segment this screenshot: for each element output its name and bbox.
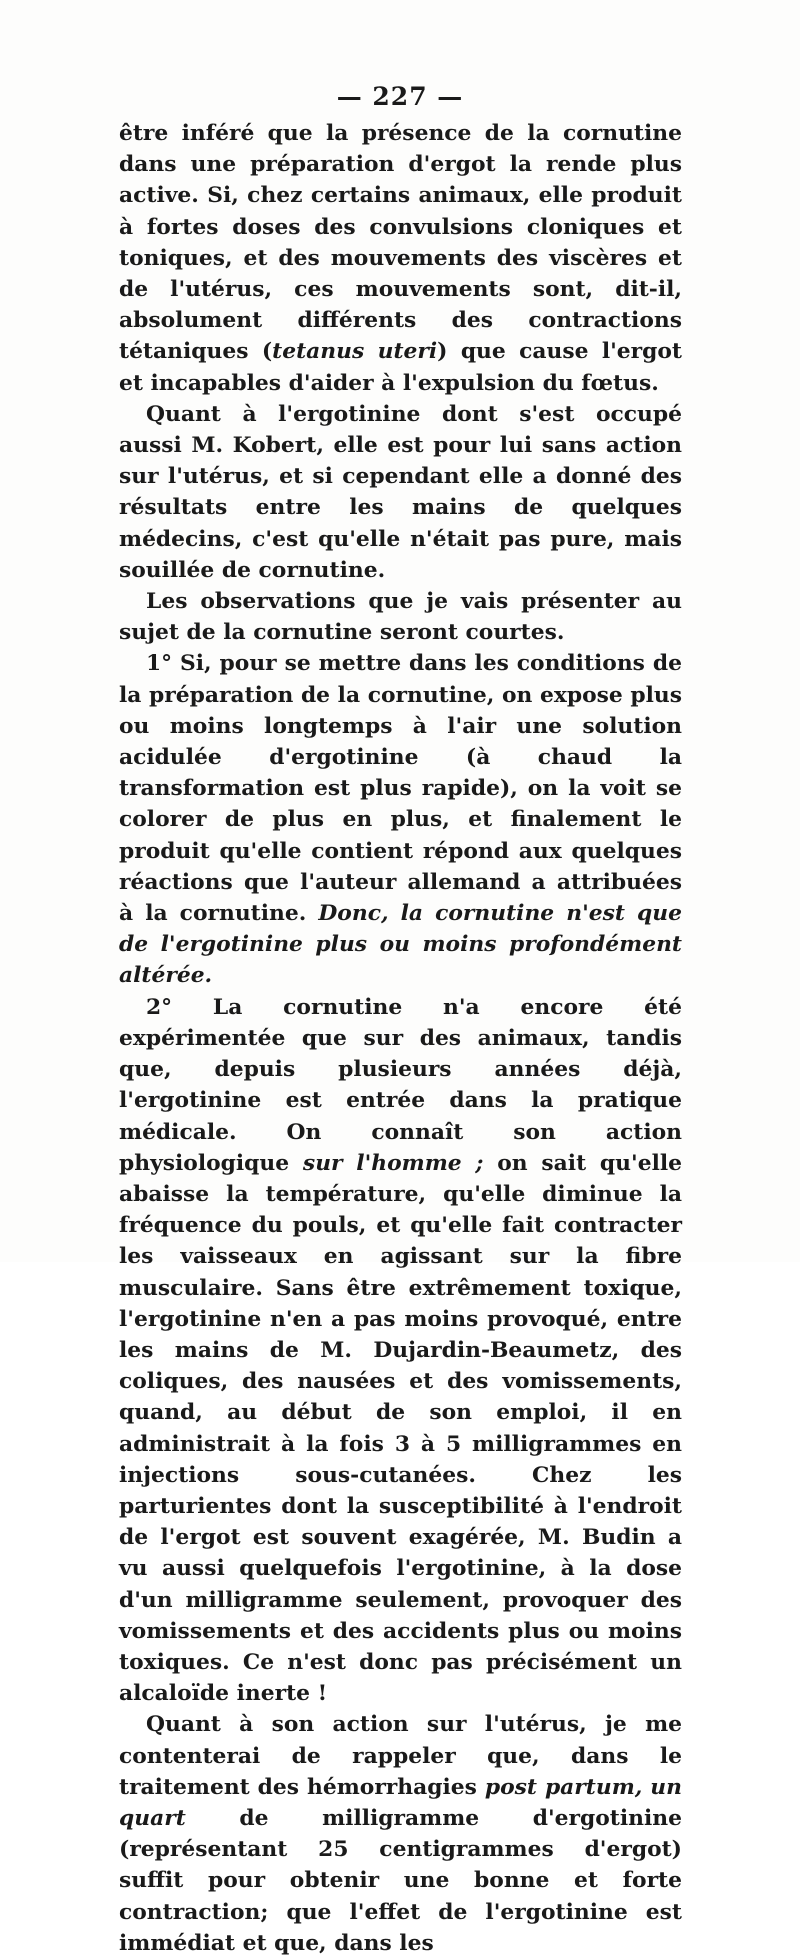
paragraph (119, 1709, 682, 1959)
paragraph (119, 118, 682, 399)
paragraph (119, 399, 682, 586)
paragraph (119, 586, 682, 648)
text-run: être inféré que la présence de la cornutine dans une préparation d'ergot la rende plus active. Si, chez certains animaux, elle produit à fortes doses des convulsions cloniques et toniques, et des mouvements des viscères et de l'utérus, ces mouvements sont, dit-il, absolument différents des contractions tétaniques ( (119, 121, 682, 365)
italic-text: post partum, un quart (119, 1774, 682, 1831)
text-run: Quant à son action sur l'utérus, je me contenterai de rappeler que, dans le traitement des hémorrhagies (119, 1712, 682, 1800)
text-run: ) que cause l'ergot et incapables d'aider à l'expulsion du fœtus. (119, 339, 683, 396)
text-run: de milligramme d'ergotinine (représentant 25 centigrammes d'ergot) suffit pour obtenir une bonne et forte contraction; que l'effet de l'ergotinine est immédiat et que, dans les (119, 1805, 682, 1956)
italic-text: sur l'homme ; (302, 1150, 484, 1176)
italic-text: Donc, la cornutine n'est que de l'ergotinine plus ou moins profondément altérée. (119, 901, 682, 989)
page-number: — 227 — (336, 82, 464, 111)
text-run: Quant à l'ergotinine dont s'est occupé aussi M. Kobert, elle est pour lui sans action sur l'utérus, et si cependant elle a donné des résultats entre les mains de quelques médecins, c'est qu'elle n'était pas pure, mais souillée de cornutine. (119, 401, 682, 583)
text-run: 2° La cornutine n'a encore été expérimentée que sur des animaux, tandis que, depuis plusieurs années déjà, l'ergotinine est entrée dans la pratique médicale. On connaît son action physiologique (119, 994, 682, 1176)
text-run: 1° Si, pour se mettre dans les conditions de la préparation de la cornutine, on expose plus ou moins longtemps à l'air une solution acidulée d'ergotinine (à chaud la transformation est plus rapide), on la voit se colorer de plus en plus, et finalement le produit qu'elle contient répond aux quelques réactions que l'auteur allemand a attribuées à la cornutine. (119, 651, 682, 927)
body-text (119, 118, 682, 1959)
text-run: on sait qu'elle abaisse la température, qu'elle diminue la fréquence du pouls, et qu'elle fait contracter les vaisseaux en agissant sur la fibre musculaire. Sans être extrêmement toxique, l'ergotinine n'en a pas moins provoqué, entre les mains de M. Dujardin-Beaumetz, des coliques, des nausées et des vomissements, quand, au début de son emploi, il en administrait à la fois 3 à 5 milligrammes en injections sous-cutanées. Chez les parturientes dont la susceptibilité à l'endroit de l'ergot est souvent exagérée, M. Budin a vu aussi quelquefois l'ergotinine, à la dose d'un milligramme seulement, provoquer des vomissements et des accidents plus ou moins toxiques. Ce n'est donc pas précisément un alcaloïde inerte ! (119, 1150, 682, 1707)
text-run: Les observations que je vais présenter au sujet de la cornutine seront courtes. (119, 589, 682, 646)
paragraph (119, 648, 682, 991)
italic-text: tetanus uteri (272, 339, 438, 365)
paragraph (119, 992, 682, 1710)
